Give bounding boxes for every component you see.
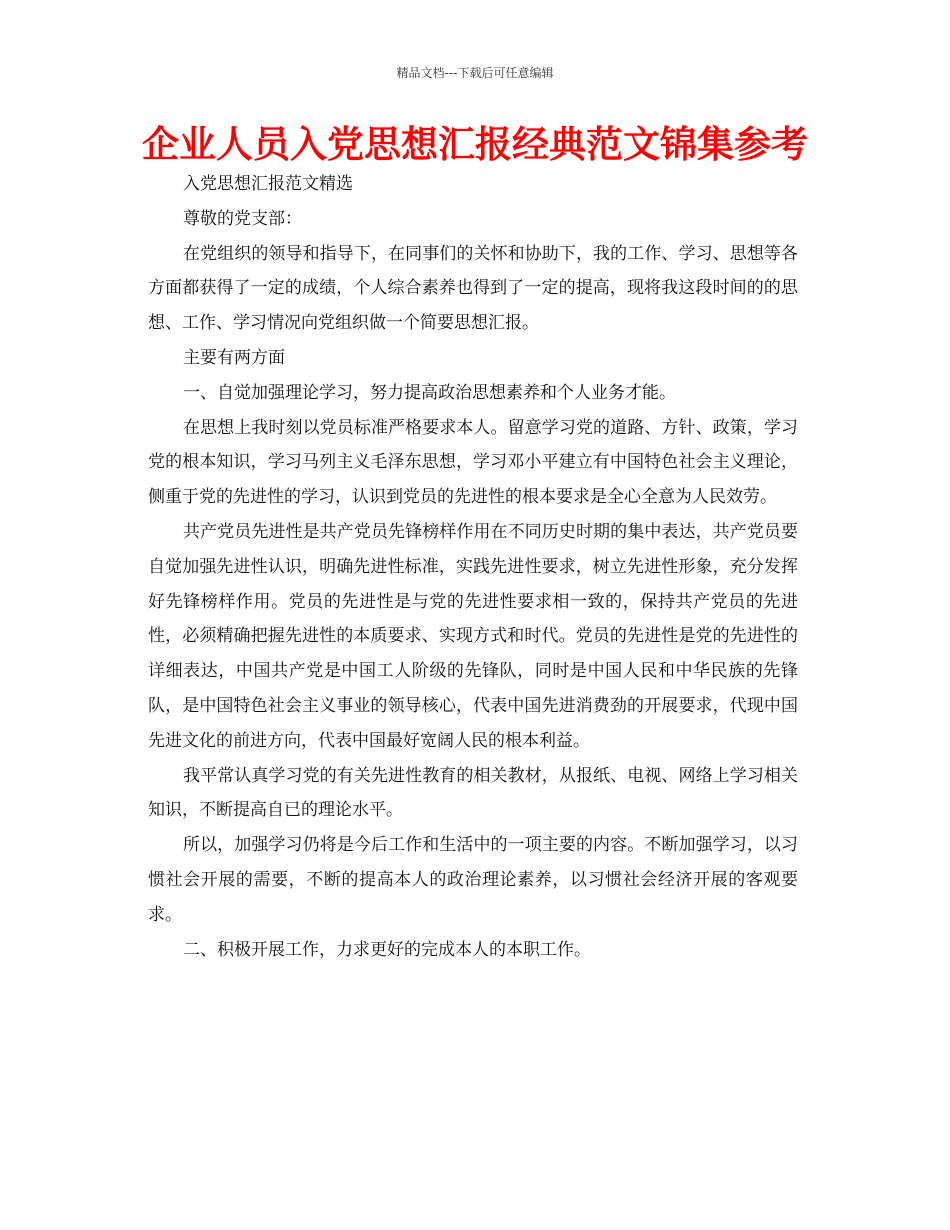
section-heading-1: 一、自觉加强理论学习，努力提高政治思想素养和个人业务才能。 <box>183 382 676 403</box>
paragraph: 共产党员先进性是共产党员先锋榜样作用在不同历史时期的集中表达，共产党员要自觉加强先进性认识，明确先进性标准，实践先进性要求，树立先进性形象，充分发挥好先锋榜样作用。党员的先进性是与党的先进性要求相一致的，保持共产党员的先进性，必须精确把握先进性的本质要求、实现方式和时代。党员的先进性是党的先进性的详细表达，中国共产党是中国工人阶级的先锋队，同时是中国人民和中华民族的先锋队，是中国特色社会主义事业的领导核心，代表中国先进消费劲的开展要求，代现中国先进文化的前进方向，代表中国最好宽阔人民的根本利益。 <box>148 521 798 751</box>
paragraph: 在思想上我时刻以党员标准严格要求本人。留意学习党的道路、方针、政策，学习党的根本知识，学习马列主义毛泽东思想，学习邓小平建立有中国特色社会主义理论，侧重于党的先进性的学习，认识到党员的先进性的根本要求是全心全意为人民效劳。 <box>148 417 798 508</box>
document-title: 企业人员入党思想汇报经典范文锦集参考 <box>142 123 808 166</box>
paragraph: 在党组织的领导和指导下，在同事们的关怀和协助下，我的工作、学习、思想等各方面都获得了一定的成绩，个人综合素养也得到了一定的提高，现将我这段时间的的思想、工作、学习情况向党组织做一个简要思想汇报。 <box>148 243 798 334</box>
document-body <box>148 167 798 967</box>
header-note: 精品文档---下载后可任意编辑 <box>396 66 554 80</box>
paragraph-subtitle: 入党思想汇报范文精选 <box>183 174 353 194</box>
paragraph: 主要有两方面 <box>183 347 285 368</box>
paragraph: 所以，加强学习仍将是今后工作和生活中的一项主要的内容。不断加强学习，以习惯社会开展的需要，不断的提高本人的政治理论素养，以习惯社会经济开展的客观要求。 <box>148 835 798 925</box>
section-heading-2: 二、积极开展工作，力求更好的完成本人的本职工作。 <box>183 939 591 960</box>
paragraph-salutation: 尊敬的党支部： <box>183 208 302 229</box>
paragraph: 我平常认真学习党的有关先进性教育的相关教材，从报纸、电视、网络上学习相关知识，不断提高自已的理论水平。 <box>148 765 798 821</box>
